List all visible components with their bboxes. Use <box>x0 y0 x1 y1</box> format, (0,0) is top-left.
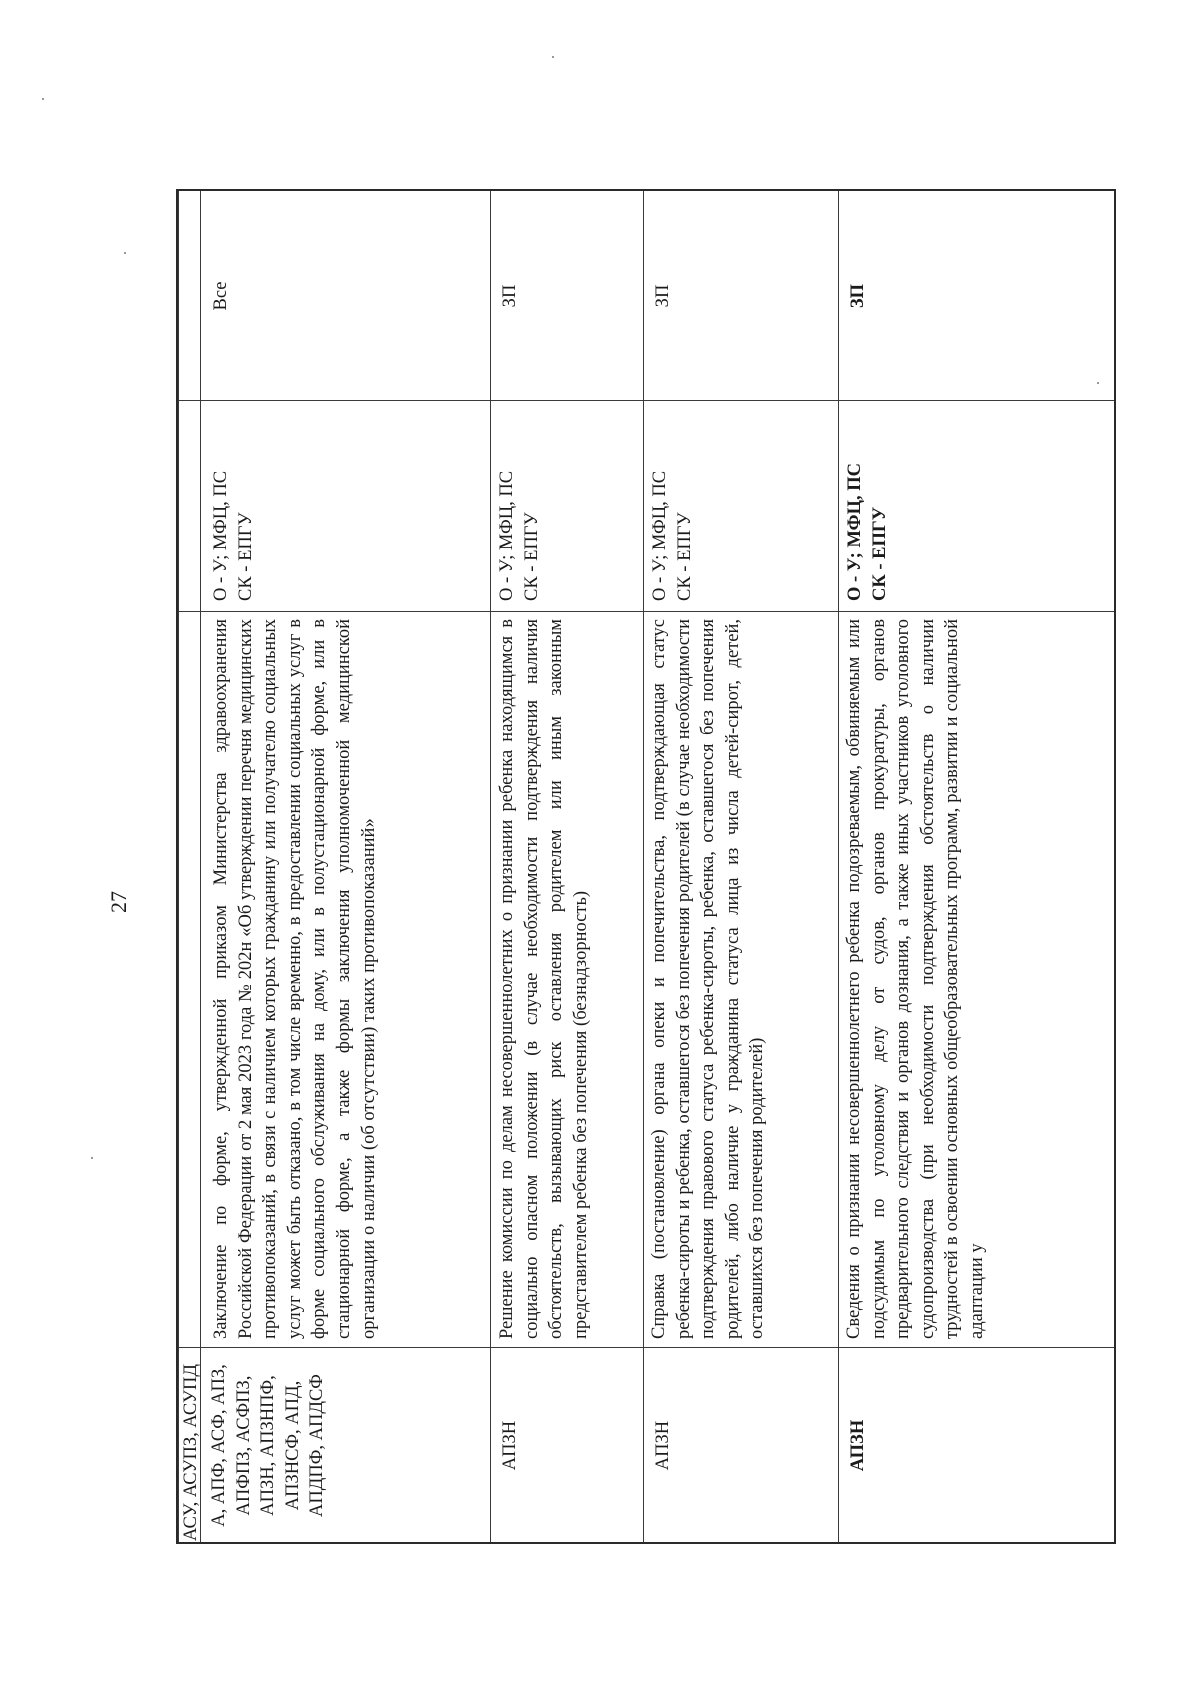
who-cell: ЗП <box>848 283 868 309</box>
scan-speck <box>42 98 44 100</box>
table-row <box>643 191 838 1542</box>
document-cell: Заключение по форме, утвержденной приказом Министерства здравоохранения Российской Федерации от 2 мая 2023 года № 202н «Об утверждении перечня медицинских противопоказаний, в связи с наличием которых гражданину или получателю социальных услуг может быть отказано, в том числе временно, в предоставлении социальных услуг в форме социального обслуживания на дому, или в полустационарной форме, или в стационарной форме, а также формы заключения уполномоченной медицинской организации о наличии (об отсутствии) таких противопоказаний» <box>211 619 379 1339</box>
table-row <box>200 191 490 1542</box>
document-cell: Справка (постановление) органа опеки и попечительства, подтверждающая статус ребенка-сироты и ребенка, оставшегося без попечения родителей (в случае необходимости подтверждения правового статуса ребенка-сироты, ребенка, оставшегося без попечения родителей, либо наличие у гражданина статуса лица из числа детей-сирот, детей, оставшихся без попечения родителей) <box>649 619 768 1339</box>
programs-cell: АПЗН <box>848 1419 868 1472</box>
scan-speck <box>91 1157 93 1159</box>
header-row-text: АСУ, АСУПЗ, АСУПД <box>181 1364 201 1541</box>
header-row <box>178 191 200 1542</box>
who-cell: Все <box>211 281 231 311</box>
source-cell: О - У; МФЦ, ПС СК - ЕПГУ <box>845 463 890 601</box>
who-cell: ЗП <box>653 284 673 308</box>
scan-speck <box>552 56 554 58</box>
document-cell: Решение комиссии по делам несовершеннолетних о признании ребенка находящимся в социально опасном положении (в случае необходимости подтверждения наличия обстоятельств, вызывающих риск оставления родителем или иным законным представителем ребенка без попечения (безнадзорность) <box>497 619 591 1339</box>
who-cell: ЗП <box>500 284 520 308</box>
document-cell: Сведения о признании несовершеннолетнего ребенка подозреваемым, обвиняемым или подсудимым по уголовному делу от судов, органов прокуратуры, органов предварительного следствия и органов дознания, а также иных участников уголовного судопроизводства (при необходимости подтверждения обстоятельств о наличии трудностей в освоении основных общеобразовательных программ, развитии и социальной адаптации у <box>844 619 987 1339</box>
page-number: 27 <box>106 891 131 913</box>
programs-cell: АПЗН <box>500 1420 520 1471</box>
scan-speck <box>124 252 126 254</box>
source-cell: О - У; МФЦ, ПС СК - ЕПГУ <box>650 470 695 601</box>
source-cell: О - У; МФЦ, ПС СК - ЕПГУ <box>497 470 542 601</box>
programs-cell: АПЗН <box>653 1420 673 1471</box>
source-cell: О - У; МФЦ, ПС СК - ЕПГУ <box>211 470 256 601</box>
document-table <box>176 189 1116 1544</box>
programs-cell: А, АПФ, АСФ, АПЗ, АПФПЗ, АСФПЗ, АПЗН, АПЗНПФ, АПЗНСФ, АПД, АПДПФ, АПДСФ <box>209 1364 328 1527</box>
table-row <box>490 191 643 1542</box>
table-row <box>838 191 1114 1542</box>
